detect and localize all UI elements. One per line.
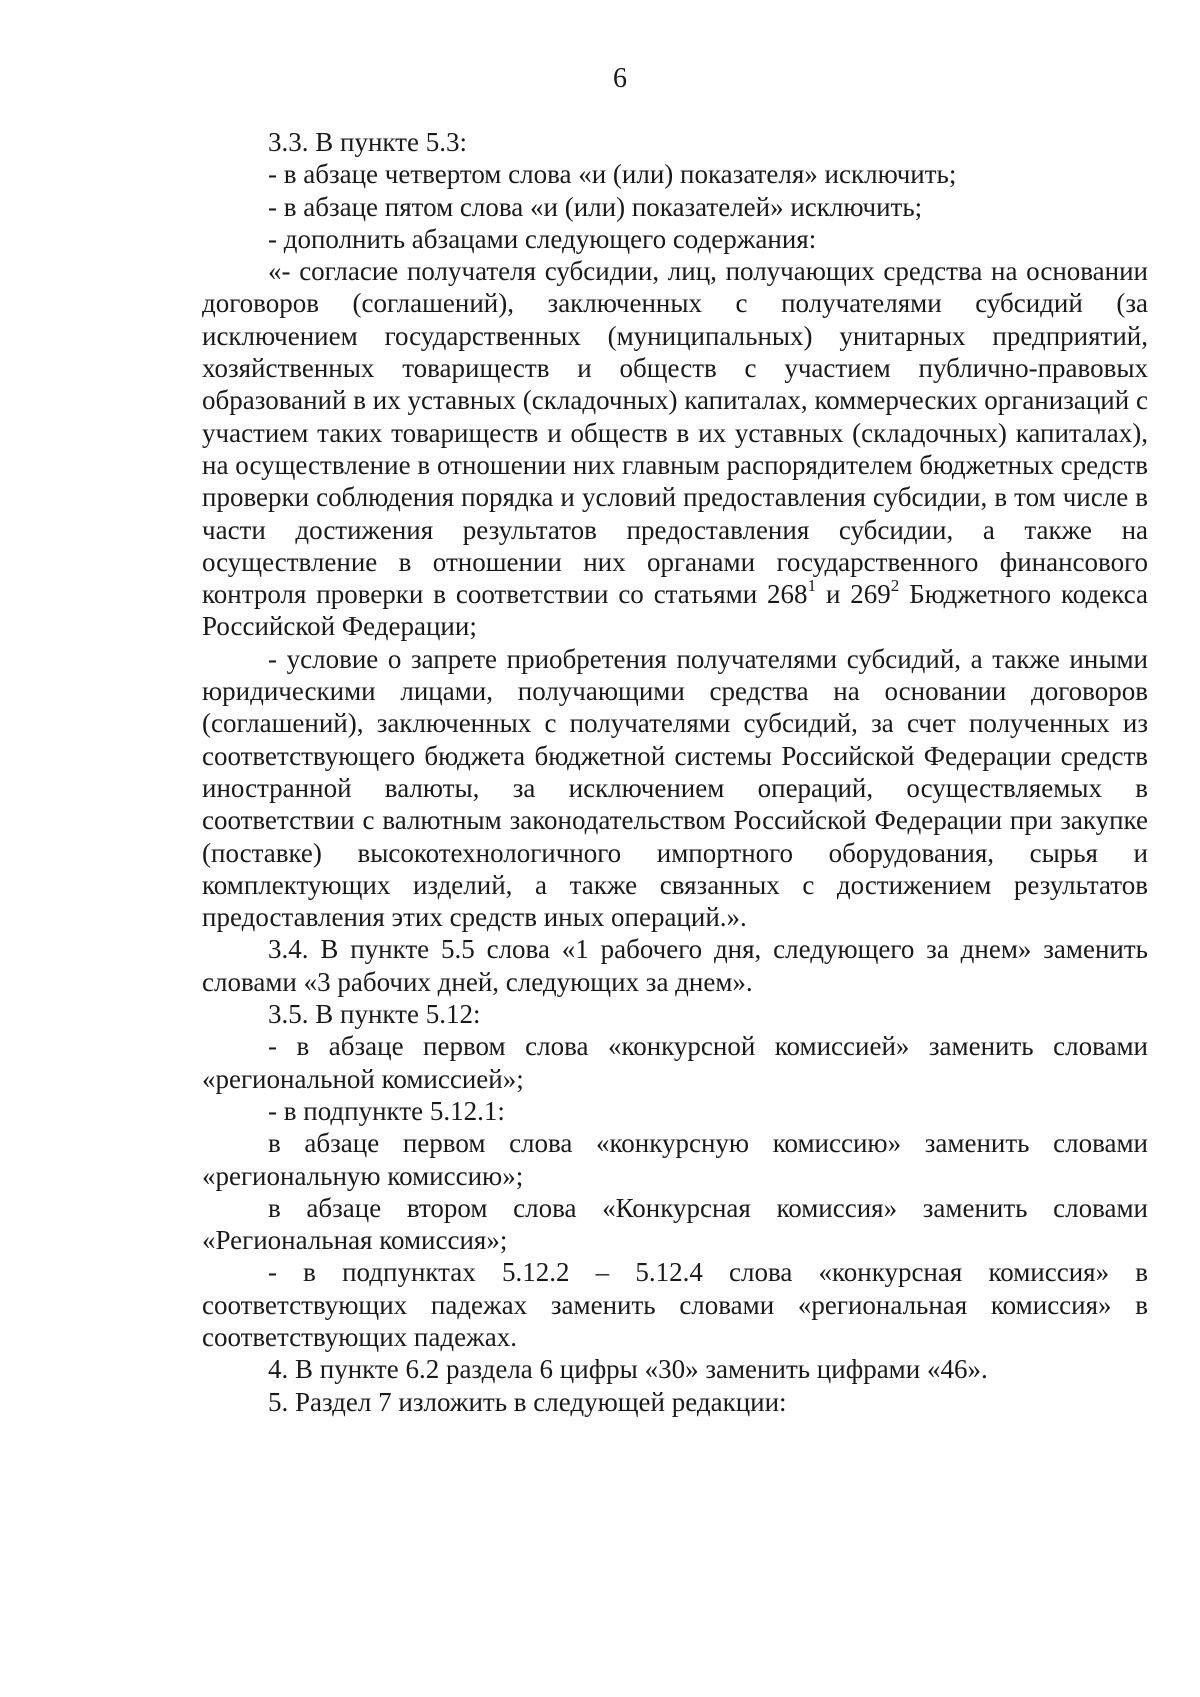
paragraph-item: - дополнить абзацами следующего содержания:: [268, 223, 817, 254]
paragraph-item: в абзаце втором слова «Конкурсная комиссия» заменить словами «Региональная комиссия»;: [202, 1192, 1148, 1256]
document-body: [202, 126, 1148, 1418]
paragraph-item: - в подпунктах 5.12.2 – 5.12.4 слова «конкурсная комиссия» в соответствующих падежах заменить словами «региональная комиссия» в соответствующих падежах.: [202, 1257, 1148, 1352]
superscript: 2: [890, 576, 900, 596]
paragraph-quoted-consent: [202, 255, 1148, 643]
paragraph-3-5-heading: 3.5. В пункте 5.12:: [268, 999, 481, 1030]
paragraph-text: и 269: [816, 579, 891, 610]
paragraph-item: - в абзаце четвертом слова «и (или) показателя» исключить;: [268, 159, 957, 190]
page-number: 6: [613, 63, 627, 94]
paragraph-3-3-heading: 3.3. В пункте 5.3:: [268, 127, 467, 157]
paragraph-5: 5. Раздел 7 изложить в следующей редакции:: [268, 1386, 787, 1417]
paragraph-item: - в абзаце первом слова «конкурсной комиссией» заменить словами «региональной комиссией»;: [202, 1031, 1148, 1094]
paragraph-item: в абзаце первом слова «конкурсную комиссию» заменить словами «региональную комиссию»;: [202, 1128, 1148, 1191]
paragraph-text: «- согласие получателя субсидии, лиц, получающих средства на основании договоров (соглашений), заключенных с получателями субсидий (за исключением государственных (муниципальных) унитарных предприятий, хозяйственных товариществ и обществ с участием публично-правовых образований в их уставных (складочных) капиталах, коммерческих организаций с участием таких товариществ и обществ в их уставных (складочных) капиталах), на осуществление в отношении них главным распорядителем бюджетных средств проверки соблюдения порядка и условий предоставления субсидии, в том числе в части достижения результатов предоставления субсидии, а также на осуществление в отношении них органами государственного финансового контроля проверки в соответствии со статьями 268: [202, 256, 1148, 610]
paragraph-item: - в подпункте 5.12.1:: [268, 1095, 505, 1126]
paragraph-text: Бюджетного кодекса Российской Федерации;: [202, 579, 1148, 642]
superscript: 1: [807, 576, 817, 596]
paragraph-4: 4. В пункте 6.2 раздела 6 цифры «30» заменить цифрами «46».: [268, 1354, 988, 1385]
paragraph-item: - в абзаце пятом слова «и (или) показателей» исключить;: [268, 191, 923, 222]
paragraph-3-4: 3.4. В пункте 5.5 слова «1 рабочего дня, следующего за днем» заменить словами «3 рабочих дней, следующих за днем».: [202, 934, 1148, 997]
paragraph-quoted-condition: - условие о запрете приобретения получателями субсидий, а также иными юридическими лицами, получающими средства на основании договоров (соглашений), заключенных с получателями субсидий, за счет полученных из соответствующего бюджета бюджетной системы Российской Федерации средств иностранной валюты, за исключением операций, осуществляемых в соответствии с валютным законодательством Российской Федерации при закупке (поставке) высокотехнологичного импортного оборудования, сырья и комплектующих изделий, а также связанных с достижением результатов предоставления этих средств иных операций.».: [202, 643, 1148, 933]
